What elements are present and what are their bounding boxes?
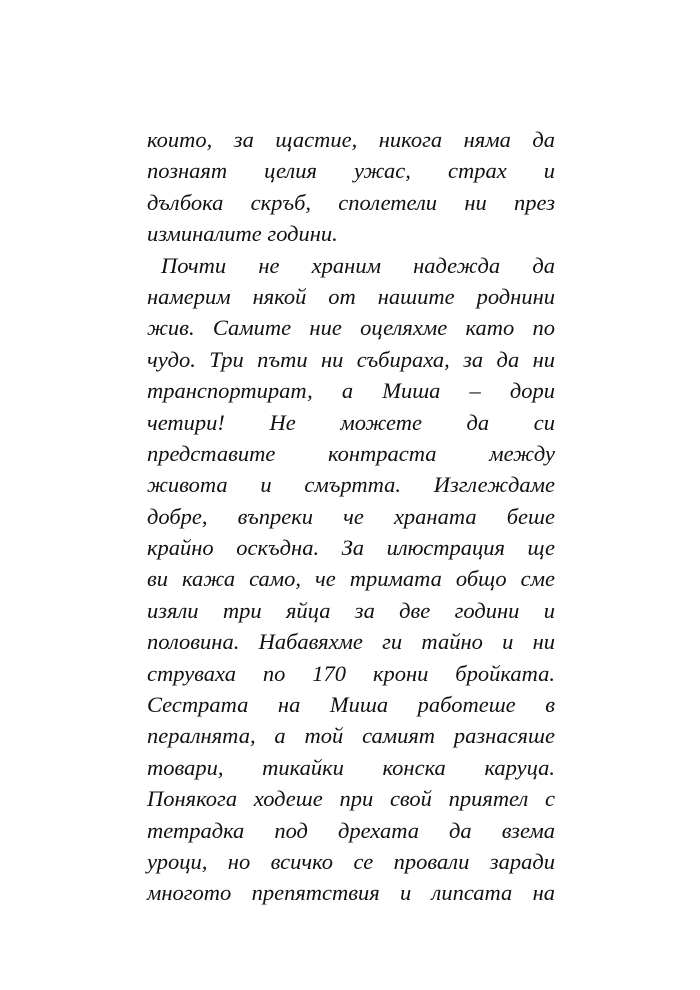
text-line: ви кажа само, че тримата общо сме (147, 566, 555, 592)
text-line: струваха по 170 крони бройката. (147, 660, 555, 686)
text-line: изяли три яйца за две години и (147, 597, 555, 623)
text-line: жив. Самите ние оцеляхме като по (147, 315, 555, 341)
text-line: представите контраста между (147, 440, 555, 466)
text-line: пералнята, а той самият разнасяше (147, 723, 555, 749)
text-line: половина. Набавяхме ги тайно и ни (147, 629, 555, 655)
text-line: които, за щастие, никога няма да (147, 127, 555, 152)
text-line: товари, тикайки конска каруца. (147, 754, 555, 780)
text-line: познаят целия ужас, страх и (147, 158, 555, 184)
page-text (147, 124, 555, 909)
text-line: уроци, но всичко се провали заради (147, 848, 555, 874)
text-line: живота и смъртта. Изглеждаме (147, 472, 555, 498)
text-line: Сестрата на Миша работеше в (147, 692, 555, 718)
text-line: Понякога ходеше при свой приятел с (147, 786, 555, 812)
text-line: намерим някой от нашите роднини (147, 283, 555, 309)
text-line: изминалите години. (147, 221, 338, 247)
text-line: чудо. Три пъти ни събираха, за да ни (147, 346, 555, 372)
text-line: тетрадка под дрехата да взема (147, 817, 555, 843)
text-line: четири! Не можете да си (147, 409, 555, 435)
text-line: многото препятствия и липсата на (147, 880, 555, 906)
text-line: Почти не храним надежда да (161, 252, 555, 278)
text-line: крайно оскъдна. За илюстрация ще (147, 535, 555, 561)
text-line: дълбока скръб, сполетели ни през (147, 189, 555, 215)
text-line: транспортират, а Миша – дори (147, 378, 555, 404)
text-line: добре, въпреки че храната беше (147, 503, 555, 529)
